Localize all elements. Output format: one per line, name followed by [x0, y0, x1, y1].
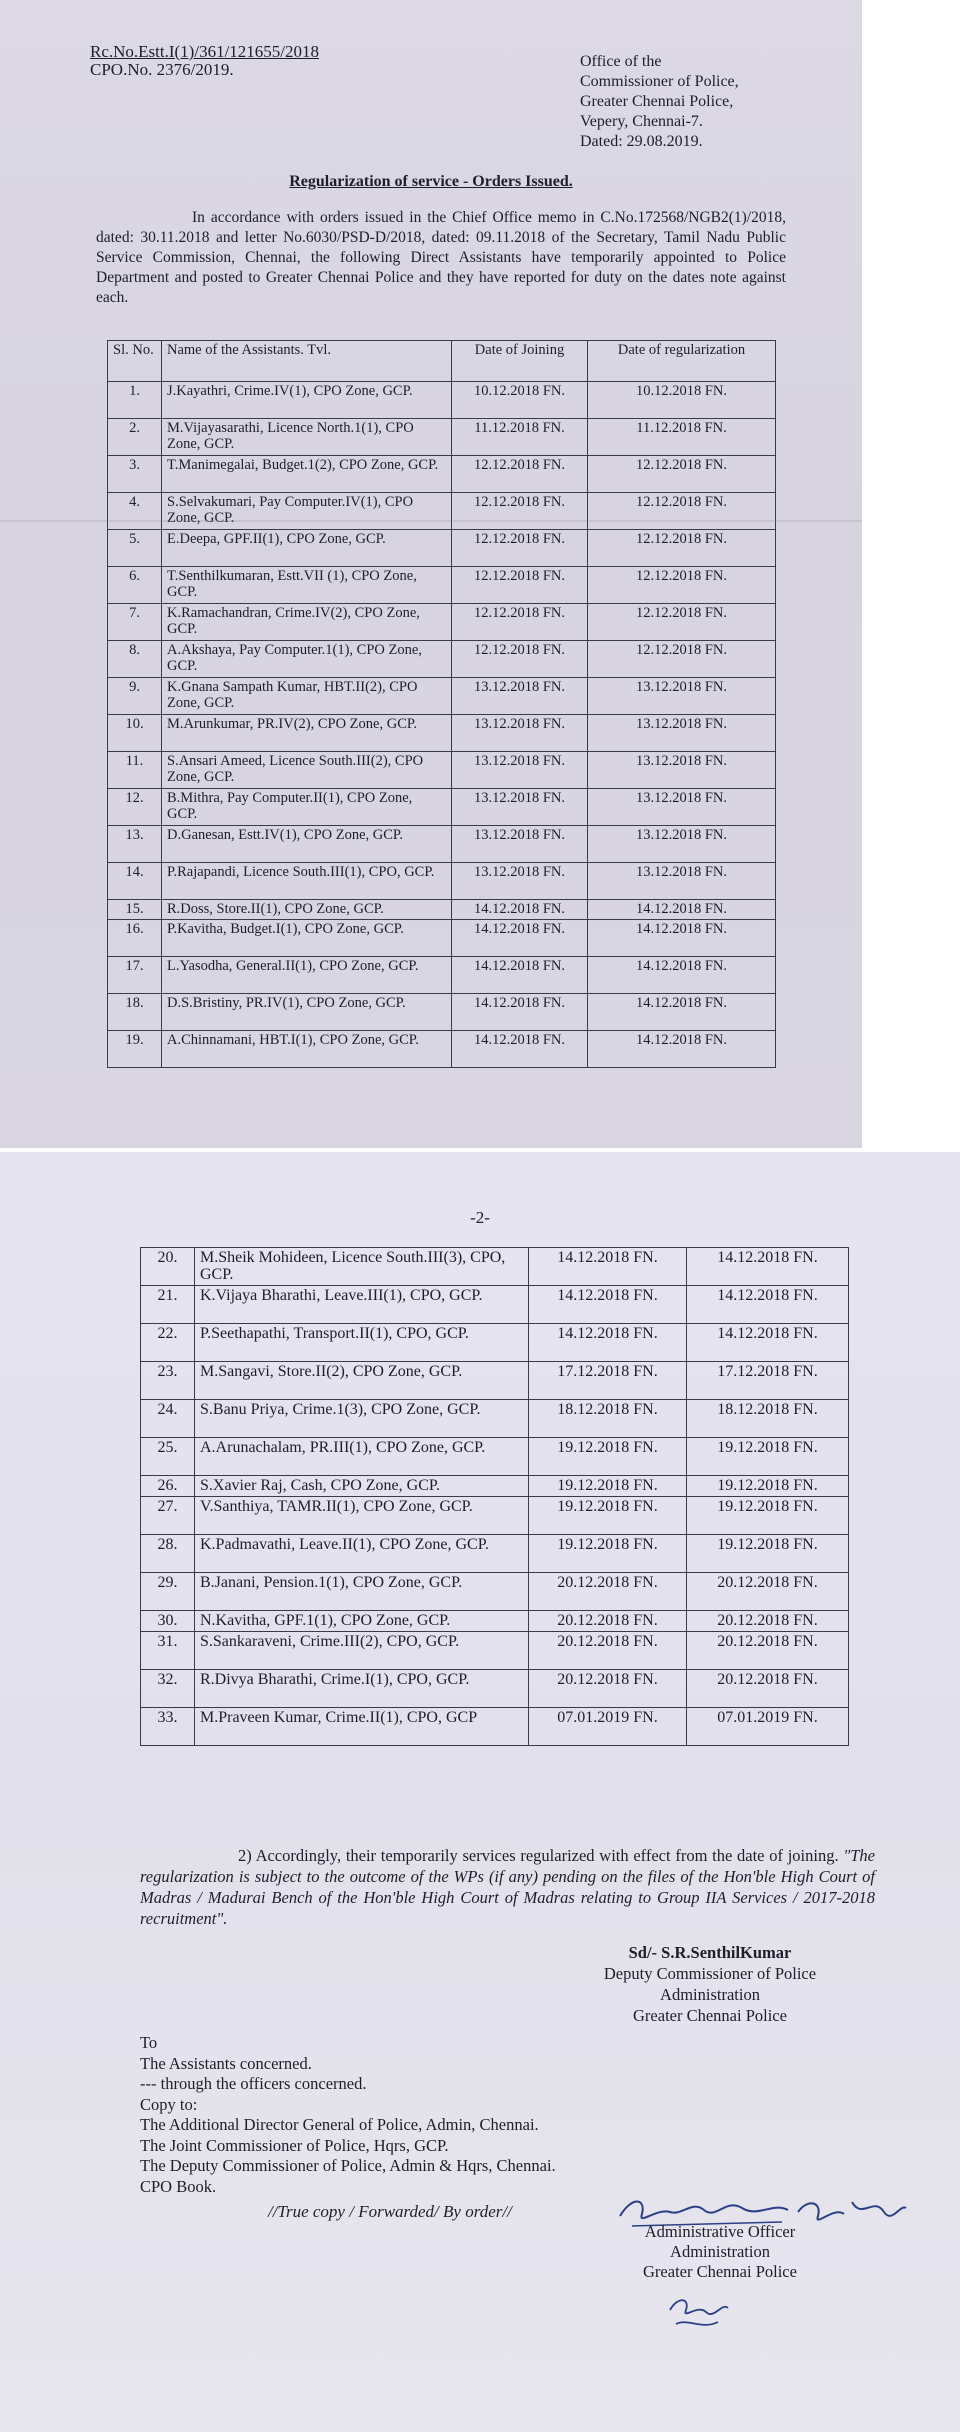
cell-sl-no: 16. — [108, 920, 162, 957]
cell-name: A.Chinnamani, HBT.I(1), CPO Zone, GCP. — [162, 1031, 452, 1068]
signatory-block — [560, 1942, 860, 2026]
cell-date-joining: 14.12.2018 FN. — [452, 957, 588, 994]
table-row — [141, 1611, 849, 1632]
cell-name: R.Doss, Store.II(1), CPO Zone, GCP. — [162, 900, 452, 920]
cell-date-joining: 13.12.2018 FN. — [452, 789, 588, 826]
cell-sl-no: 9. — [108, 678, 162, 715]
table-row — [108, 994, 776, 1031]
assistants-table — [107, 340, 776, 1068]
intro-paragraph: In accordance with orders issued in the Chief Office memo in C.No.172568/NGB2(1)/2018, dated: 30.11.2018 and letter No.6030/PSD-D/2018, dated: 09.11.2018 of the Secretary, Tamil Nadu Public Service Commission, Chennai, the following Direct Assistants have temporarily appointed to Police Department and posted to Greater Chennai Police and they have reported for duty on the dates note against each. — [96, 209, 786, 306]
cell-sl-no: 12. — [108, 789, 162, 826]
table-row — [108, 863, 776, 900]
cell-date-regularization: 11.12.2018 FN. — [588, 419, 776, 456]
cell-date-joining: 13.12.2018 FN. — [452, 826, 588, 863]
table-row — [108, 789, 776, 826]
cell-date-regularization: 17.12.2018 FN. — [687, 1362, 849, 1400]
cell-sl-no: 32. — [141, 1670, 195, 1708]
ao-department: Administration — [670, 2242, 770, 2261]
table-row — [141, 1324, 849, 1362]
table-row — [141, 1286, 849, 1324]
signatory-office: Greater Chennai Police — [633, 2006, 787, 2025]
cell-name: D.Ganesan, Estt.IV(1), CPO Zone, GCP. — [162, 826, 452, 863]
table-row — [108, 567, 776, 604]
cell-sl-no: 2. — [108, 419, 162, 456]
cell-name: B.Mithra, Pay Computer.II(1), CPO Zone, GCP. — [162, 789, 452, 826]
cell-date-regularization: 13.12.2018 FN. — [588, 752, 776, 789]
cell-sl-no: 23. — [141, 1362, 195, 1400]
cell-date-joining: 12.12.2018 FN. — [452, 456, 588, 493]
office-date: Dated: 29.08.2019. — [580, 133, 703, 150]
ao-designation: Administrative Officer — [644, 2222, 796, 2241]
cell-date-joining: 14.12.2018 FN. — [529, 1324, 687, 1362]
cell-sl-no: 8. — [108, 641, 162, 678]
table-row — [108, 826, 776, 863]
cell-name: L.Yasodha, General.II(1), CPO Zone, GCP. — [162, 957, 452, 994]
true-copy-line: //True copy / Forwarded/ By order// — [268, 2202, 512, 2221]
header-sl-no: Sl. No. — [108, 341, 162, 382]
cell-name: K.Padmavathi, Leave.II(1), CPO Zone, GCP. — [195, 1535, 529, 1573]
cell-date-regularization: 14.12.2018 FN. — [687, 1324, 849, 1362]
header-name: Name of the Assistants. Tvl. — [162, 341, 452, 382]
table-row — [141, 1476, 849, 1497]
signatory-name: Sd/- S.R.SenthilKumar — [628, 1943, 792, 1962]
office-address — [580, 52, 840, 152]
cell-name: B.Janani, Pension.1(1), CPO Zone, GCP. — [195, 1573, 529, 1611]
table-row — [108, 920, 776, 957]
cell-date-regularization: 12.12.2018 FN. — [588, 641, 776, 678]
distribution-line: --- through the officers concerned. — [140, 2074, 367, 2093]
para2-lead: 2) Accordingly, their temporarily services regularized with effect from the date of joining. — [238, 1846, 839, 1865]
office-line: Office of the — [580, 53, 662, 70]
cell-sl-no: 20. — [141, 1248, 195, 1286]
cell-date-regularization: 12.12.2018 FN. — [588, 493, 776, 530]
cell-date-regularization: 14.12.2018 FN. — [588, 957, 776, 994]
cell-date-regularization: 19.12.2018 FN. — [687, 1476, 849, 1497]
reference-number: Rc.No.Estt.I(1)/361/121655/2018 — [90, 42, 320, 61]
cell-sl-no: 27. — [141, 1497, 195, 1535]
cell-date-joining: 14.12.2018 FN. — [452, 994, 588, 1031]
table-row — [108, 382, 776, 419]
cell-name: J.Kayathri, Crime.IV(1), CPO Zone, GCP. — [162, 382, 452, 419]
cell-date-joining: 07.01.2019 FN. — [529, 1708, 687, 1746]
cell-date-joining: 11.12.2018 FN. — [452, 419, 588, 456]
cell-sl-no: 4. — [108, 493, 162, 530]
document-page-1 — [0, 0, 862, 1148]
cell-date-regularization: 12.12.2018 FN. — [588, 567, 776, 604]
cell-sl-no: 15. — [108, 900, 162, 920]
cell-name: M.Arunkumar, PR.IV(2), CPO Zone, GCP. — [162, 715, 452, 752]
cell-date-joining: 20.12.2018 FN. — [529, 1632, 687, 1670]
cell-sl-no: 14. — [108, 863, 162, 900]
table-row — [108, 456, 776, 493]
table-row — [141, 1632, 849, 1670]
cell-sl-no: 11. — [108, 752, 162, 789]
cell-date-joining: 18.12.2018 FN. — [529, 1400, 687, 1438]
cell-date-joining: 19.12.2018 FN. — [529, 1497, 687, 1535]
cell-name: P.Seethapathi, Transport.II(1), CPO, GCP. — [195, 1324, 529, 1362]
paper-fold — [0, 520, 862, 522]
table-row — [141, 1708, 849, 1746]
cell-date-regularization: 10.12.2018 FN. — [588, 382, 776, 419]
signatory-department: Administration — [660, 1985, 760, 2004]
initials-mark — [664, 2290, 734, 2334]
cell-date-regularization: 13.12.2018 FN. — [588, 678, 776, 715]
table-row — [141, 1497, 849, 1535]
header-date-regularization: Date of regularization — [588, 341, 776, 382]
table-row — [141, 1362, 849, 1400]
cell-date-joining: 14.12.2018 FN. — [529, 1286, 687, 1324]
cell-name: A.Arunachalam, PR.III(1), CPO Zone, GCP. — [195, 1438, 529, 1476]
cell-sl-no: 30. — [141, 1611, 195, 1632]
office-line: Commissioner of Police, — [580, 73, 739, 90]
cell-date-joining: 12.12.2018 FN. — [452, 641, 588, 678]
cell-sl-no: 1. — [108, 382, 162, 419]
office-line: Greater Chennai Police, — [580, 93, 734, 110]
cell-name: K.Ramachandran, Crime.IV(2), CPO Zone, GCP. — [162, 604, 452, 641]
cell-date-joining: 13.12.2018 FN. — [452, 715, 588, 752]
cell-date-joining: 14.12.2018 FN. — [529, 1248, 687, 1286]
table-row — [108, 641, 776, 678]
cell-sl-no: 7. — [108, 604, 162, 641]
cell-date-regularization: 12.12.2018 FN. — [588, 530, 776, 567]
cell-sl-no: 24. — [141, 1400, 195, 1438]
cell-sl-no: 19. — [108, 1031, 162, 1068]
table-row — [108, 715, 776, 752]
ao-office: Greater Chennai Police — [643, 2262, 797, 2281]
cell-date-regularization: 07.01.2019 FN. — [687, 1708, 849, 1746]
cell-name: M.Sangavi, Store.II(2), CPO Zone, GCP. — [195, 1362, 529, 1400]
cell-name: S.Ansari Ameed, Licence South.III(2), CPO Zone, GCP. — [162, 752, 452, 789]
cell-date-regularization: 18.12.2018 FN. — [687, 1400, 849, 1438]
cell-date-joining: 19.12.2018 FN. — [529, 1438, 687, 1476]
distribution-line: To — [140, 2033, 158, 2052]
cell-sl-no: 21. — [141, 1286, 195, 1324]
cell-date-regularization: 14.12.2018 FN. — [588, 994, 776, 1031]
table-row — [108, 752, 776, 789]
distribution-line: The Assistants concerned. — [140, 2053, 312, 2073]
cell-date-regularization: 14.12.2018 FN. — [588, 1031, 776, 1068]
cell-date-regularization: 20.12.2018 FN. — [687, 1670, 849, 1708]
cell-date-regularization: 14.12.2018 FN. — [588, 920, 776, 957]
cell-sl-no: 22. — [141, 1324, 195, 1362]
cell-name: K.Gnana Sampath Kumar, HBT.II(2), CPO Zone, GCP. — [162, 678, 452, 715]
cell-date-joining: 13.12.2018 FN. — [452, 678, 588, 715]
header-date-joining: Date of Joining — [452, 341, 588, 382]
cell-name: S.Selvakumari, Pay Computer.IV(1), CPO Zone, GCP. — [162, 493, 452, 530]
cell-sl-no: 31. — [141, 1632, 195, 1670]
cell-name: V.Santhiya, TAMR.II(1), CPO Zone, GCP. — [195, 1497, 529, 1535]
subject-heading: Regularization of service - Orders Issued. — [289, 173, 573, 190]
cell-name: S.Sankaraveni, Crime.III(2), CPO, GCP. — [195, 1632, 529, 1670]
cell-sl-no: 33. — [141, 1708, 195, 1746]
cell-date-regularization: 13.12.2018 FN. — [588, 789, 776, 826]
cell-date-regularization: 12.12.2018 FN. — [588, 604, 776, 641]
distribution-line: CPO Book. — [140, 2176, 217, 2196]
cell-sl-no: 17. — [108, 957, 162, 994]
table-row — [141, 1573, 849, 1611]
cell-sl-no: 28. — [141, 1535, 195, 1573]
administrative-officer-block — [600, 2222, 840, 2282]
table-row — [108, 957, 776, 994]
assistants-table-continued — [140, 1247, 849, 1746]
cell-date-regularization: 14.12.2018 FN. — [588, 900, 776, 920]
cell-date-joining: 19.12.2018 FN. — [529, 1476, 687, 1497]
cell-date-joining: 12.12.2018 FN. — [452, 604, 588, 641]
cell-date-regularization: 13.12.2018 FN. — [588, 715, 776, 752]
table-row — [108, 493, 776, 530]
cell-date-regularization: 19.12.2018 FN. — [687, 1438, 849, 1476]
distribution-line: The Deputy Commissioner of Police, Admin & Hqrs, Chennai. — [140, 2156, 556, 2175]
cell-date-joining: 19.12.2018 FN. — [529, 1535, 687, 1573]
cell-name: M.Sheik Mohideen, Licence South.III(3), CPO, GCP. — [195, 1248, 529, 1286]
cell-date-joining: 12.12.2018 FN. — [452, 493, 588, 530]
cell-date-joining: 14.12.2018 FN. — [452, 1031, 588, 1068]
signatory-designation: Deputy Commissioner of Police — [603, 1964, 817, 1983]
cell-name: P.Rajapandi, Licence South.III(1), CPO, GCP. — [162, 863, 452, 900]
cell-date-joining: 13.12.2018 FN. — [452, 863, 588, 900]
table-row — [141, 1400, 849, 1438]
cell-name: P.Kavitha, Budget.I(1), CPO Zone, GCP. — [162, 920, 452, 957]
office-line: Vepery, Chennai-7. — [580, 113, 703, 130]
cell-sl-no: 10. — [108, 715, 162, 752]
cell-date-joining: 12.12.2018 FN. — [452, 567, 588, 604]
cell-name: N.Kavitha, GPF.1(1), CPO Zone, GCP. — [195, 1611, 529, 1632]
cell-sl-no: 3. — [108, 456, 162, 493]
table-header-row — [108, 341, 776, 382]
cell-name: S.Banu Priya, Crime.1(3), CPO Zone, GCP. — [195, 1400, 529, 1438]
cell-name: E.Deepa, GPF.II(1), CPO Zone, GCP. — [162, 530, 452, 567]
table-row — [108, 900, 776, 920]
cell-date-joining: 17.12.2018 FN. — [529, 1362, 687, 1400]
cell-sl-no: 26. — [141, 1476, 195, 1497]
table-row — [141, 1535, 849, 1573]
cell-name: T.Senthilkumaran, Estt.VII (1), CPO Zone, GCP. — [162, 567, 452, 604]
cell-date-regularization: 13.12.2018 FN. — [588, 863, 776, 900]
cell-sl-no: 29. — [141, 1573, 195, 1611]
cell-date-joining: 20.12.2018 FN. — [529, 1670, 687, 1708]
table-row — [141, 1438, 849, 1476]
distribution-line: Copy to: — [140, 2094, 198, 2114]
cell-date-regularization: 12.12.2018 FN. — [588, 456, 776, 493]
table-row — [141, 1670, 849, 1708]
cell-name: D.S.Bristiny, PR.IV(1), CPO Zone, GCP. — [162, 994, 452, 1031]
cpo-number: CPO.No. 2376/2019. — [90, 60, 234, 79]
table-row — [108, 530, 776, 567]
distribution-line: The Joint Commissioner of Police, Hqrs, GCP. — [140, 2135, 449, 2155]
cell-name: M.Vijayasarathi, Licence North.1(1), CPO Zone, GCP. — [162, 419, 452, 456]
cell-date-joining: 20.12.2018 FN. — [529, 1611, 687, 1632]
distribution-line: The Additional Director General of Police, Admin, Chennai. — [140, 2115, 539, 2134]
table-row — [108, 678, 776, 715]
cell-name: S.Xavier Raj, Cash, CPO Zone, GCP. — [195, 1476, 529, 1497]
cell-sl-no: 6. — [108, 567, 162, 604]
cell-date-regularization: 14.12.2018 FN. — [687, 1248, 849, 1286]
cell-date-joining: 14.12.2018 FN. — [452, 900, 588, 920]
cell-name: M.Praveen Kumar, Crime.II(1), CPO, GCP — [195, 1708, 529, 1746]
cell-sl-no: 25. — [141, 1438, 195, 1476]
cell-date-joining: 20.12.2018 FN. — [529, 1573, 687, 1611]
cell-date-regularization: 13.12.2018 FN. — [588, 826, 776, 863]
cell-date-regularization: 20.12.2018 FN. — [687, 1632, 849, 1670]
regularization-paragraph — [140, 1845, 875, 1929]
cell-date-joining: 14.12.2018 FN. — [452, 920, 588, 957]
table-row — [108, 1031, 776, 1068]
cell-date-regularization: 20.12.2018 FN. — [687, 1611, 849, 1632]
distribution-list — [140, 2033, 556, 2197]
cell-sl-no: 13. — [108, 826, 162, 863]
cell-date-regularization: 20.12.2018 FN. — [687, 1573, 849, 1611]
table-row — [108, 604, 776, 641]
cell-date-joining: 10.12.2018 FN. — [452, 382, 588, 419]
cell-date-joining: 13.12.2018 FN. — [452, 752, 588, 789]
cell-date-regularization: 14.12.2018 FN. — [687, 1286, 849, 1324]
cell-name: T.Manimegalai, Budget.1(2), CPO Zone, GCP. — [162, 456, 452, 493]
cell-date-joining: 12.12.2018 FN. — [452, 530, 588, 567]
cell-date-regularization: 19.12.2018 FN. — [687, 1497, 849, 1535]
cell-name: A.Akshaya, Pay Computer.1(1), CPO Zone, GCP. — [162, 641, 452, 678]
cell-sl-no: 18. — [108, 994, 162, 1031]
cell-sl-no: 5. — [108, 530, 162, 567]
para2-quote: "The regularization is subject to the outcome of the WPs (if any) pending on the files of the Hon'ble High Court of Madras / Madurai Bench of the Hon'ble High Court of Madras relating to Group IIA Services / 2017-2018 recruitment". — [140, 1846, 875, 1928]
cell-date-regularization: 19.12.2018 FN. — [687, 1535, 849, 1573]
table-row — [141, 1248, 849, 1286]
page-number: -2- — [470, 1208, 490, 1227]
cell-name: R.Divya Bharathi, Crime.I(1), CPO, GCP. — [195, 1670, 529, 1708]
table-row — [108, 419, 776, 456]
cell-name: K.Vijaya Bharathi, Leave.III(1), CPO, GCP. — [195, 1286, 529, 1324]
